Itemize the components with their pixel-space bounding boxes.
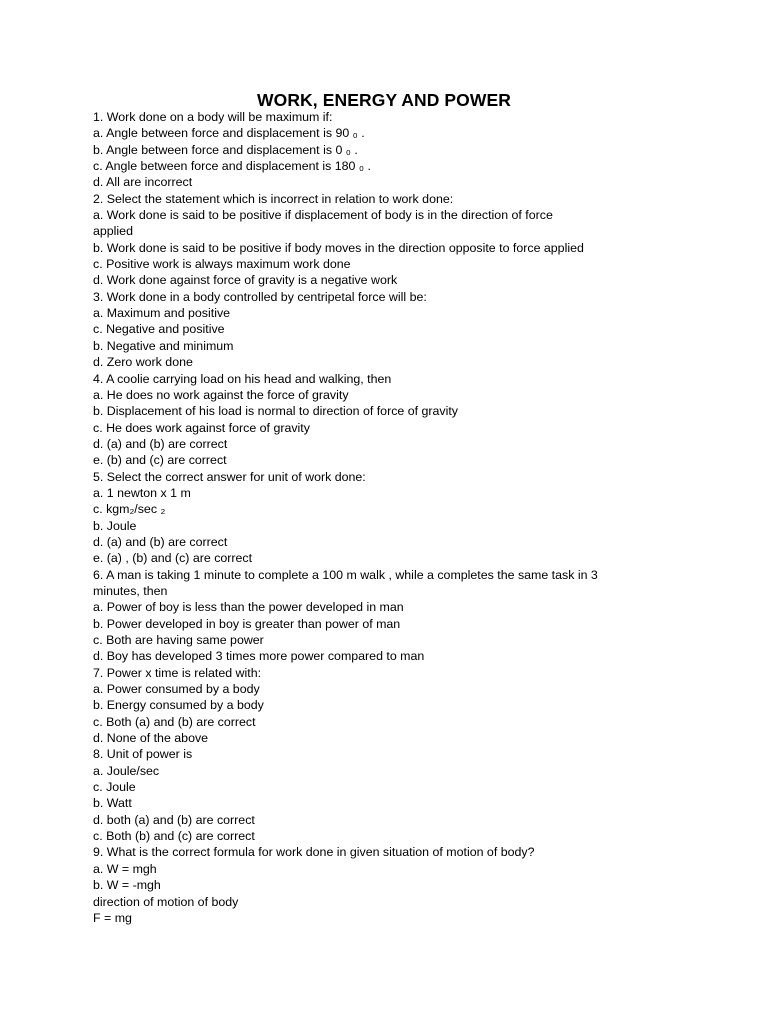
page-title: WORK, ENERGY AND POWER [256,90,512,110]
text-line: a. Power of boy is less than the power developed in man [93,600,404,615]
text-line: a. Joule/sec [93,763,160,778]
text-line: F = mg [93,910,132,925]
text-line: 7. Power x time is related with: [93,665,262,680]
text-line: a. Work done is said to be positive if displacement of body is in the direction of force [93,208,553,223]
text-line: c. Negative and positive [93,322,225,337]
text-line: d. Zero work done [93,355,193,370]
text-line: a. Angle between force and displacement is 90 ₀ . [93,126,365,141]
text-line: e. (a) , (b) and (c) are correct [93,551,253,566]
text-line: b. Angle between force and displacement is 0 ₀ . [93,142,358,157]
text-line: b. Power developed in boy is greater than power of man [93,616,401,631]
text-line: c. Positive work is always maximum work done [93,257,351,272]
text-line: minutes, then [93,583,168,598]
text-line: c. He does work against force of gravity [93,420,310,435]
text-line: b. Joule [93,518,137,533]
text-line: a. W = mgh [93,861,157,876]
text-line: a. 1 newton x 1 m [93,485,191,500]
text-line: b. Energy consumed by a body [93,698,264,713]
text-line: d. Work done against force of gravity is a negative work [93,273,398,288]
text-line: d. (a) and (b) are correct [93,534,228,549]
text-line: a. Maximum and positive [93,306,231,321]
text-line: direction of motion of body [93,894,239,909]
text-line: a. He does no work against the force of gravity [93,387,349,402]
text-line: c. Joule [93,780,136,795]
text-line: 9. What is the correct formula for work done in given situation of motion of body? [93,845,535,860]
text-line: c. Angle between force and displacement is 180 ₀ . [93,159,371,174]
text-line: d. Boy has developed 3 times more power compared to man [93,649,425,664]
text-line: c. Both are having same power [93,633,264,647]
question-list [93,109,638,926]
text-line: 1. Work done on a body will be maximum if: [93,110,333,124]
text-line: 4. A coolie carrying load on his head and walking, then [93,371,392,386]
text-line: b. Negative and minimum [93,338,234,353]
text-line: b. Work done is said to be positive if body moves in the direction opposite to force applied [93,240,584,255]
text-line: 3. Work done in a body controlled by centripetal force will be: [93,289,427,304]
text-line: 5. Select the correct answer for unit of work done: [93,469,366,484]
text-line: b. Watt [93,796,132,811]
text-line: d. None of the above [93,731,209,746]
text-line: 6. A man is taking 1 minute to complete a 100 m walk , while a completes the same task in 3 [93,567,598,582]
text-line: c. Both (a) and (b) are correct [93,714,256,729]
text-line: 8. Unit of power is [93,747,193,762]
text-line: b. W = -mgh [93,878,161,893]
text-line: b. Displacement of his load is normal to direction of force of gravity [93,404,459,419]
text-line: d. both (a) and (b) are correct [93,812,255,827]
text-line: 2. Select the statement which is incorrect in relation to work done: [93,191,454,206]
text-line: d. All are incorrect [93,175,193,190]
text-line: c. Both (b) and (c) are correct [93,829,255,844]
text-line: a. Power consumed by a body [93,682,260,697]
text-line: e. (b) and (c) are correct [93,453,227,468]
text-line: c. kgm₂/sec ₂ [93,502,166,517]
text-line: d. (a) and (b) are correct [93,436,228,451]
text-line: applied [93,224,133,239]
